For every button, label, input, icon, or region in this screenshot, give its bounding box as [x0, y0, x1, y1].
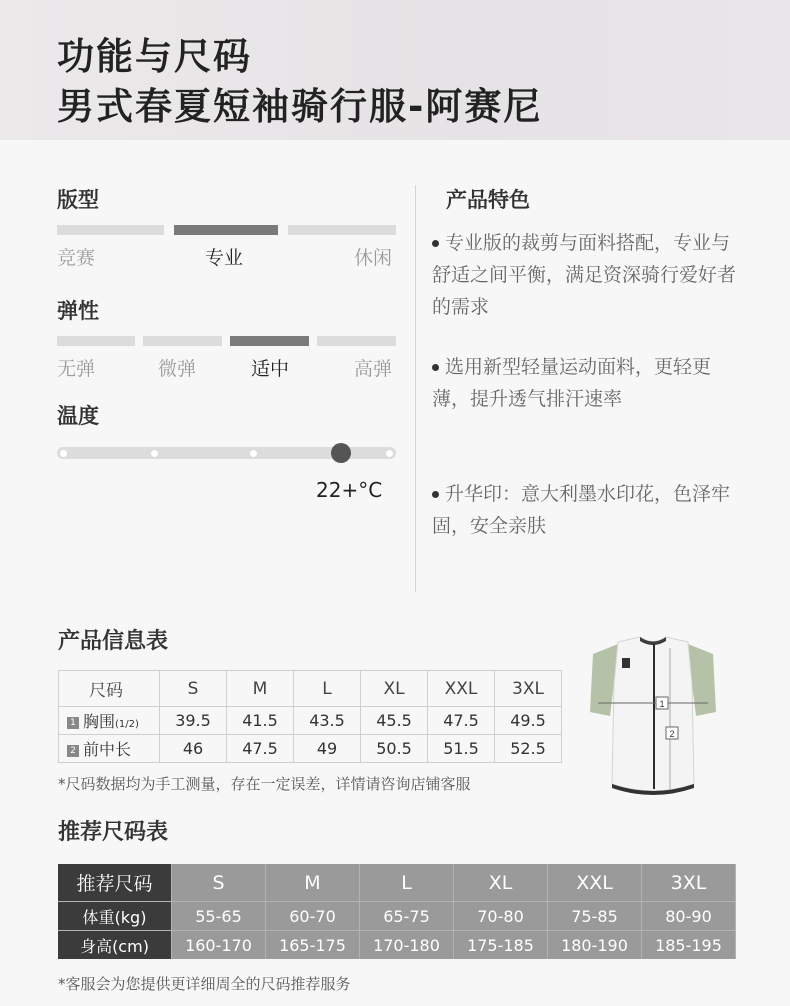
bullet-icon [432, 240, 439, 247]
info-table-heading: 产品信息表 [58, 629, 169, 654]
table-header-cell: 3XL [642, 864, 736, 902]
table-cell: 45.5 [361, 707, 428, 735]
temperature-tick [151, 450, 158, 457]
table-cell: 70-80 [454, 902, 548, 931]
product-info-table [58, 670, 562, 763]
fit-bar-3 [288, 225, 396, 235]
row-label-sub: (1/2) [115, 719, 139, 730]
table-cell: 43.5 [294, 707, 361, 735]
table-row [58, 931, 736, 960]
feature-text: 升华印：意大利墨水印花，色泽牢固，安全亲肤 [432, 483, 731, 537]
fit-heading: 版型 [57, 188, 99, 212]
table-row-label: 体重(kg) [58, 902, 172, 931]
table-cell: 39.5 [160, 707, 227, 735]
feature-text: 专业版的裁剪与面料搭配，专业与舒适之间平衡，满足资深骑行爱好者的需求 [432, 232, 737, 318]
table-cell: 49 [294, 735, 361, 763]
elasticity-option-slight: 微弹 [158, 358, 197, 380]
elasticity-option-high: 高弹 [354, 358, 393, 380]
table-header-cell: M [227, 671, 294, 707]
row-label-text: 前中长 [83, 740, 132, 759]
length-marker-label: 2 [669, 729, 675, 739]
table-header-cell: 推荐尺码 [58, 864, 172, 902]
elasticity-bar-2 [143, 336, 222, 346]
table-cell: 175-185 [454, 931, 548, 960]
recommend-size-table [58, 864, 736, 959]
table-cell: 80-90 [642, 902, 736, 931]
table-cell: 49.5 [495, 707, 562, 735]
fit-option-race: 竞赛 [57, 247, 96, 269]
table-cell: 75-85 [548, 902, 642, 931]
chest-marker-label: 1 [659, 699, 665, 709]
recommend-table-note: *客服会为您提供更详细周全的尺码推荐服务 [58, 975, 351, 993]
marker-badge: 2 [67, 745, 79, 757]
product-name: 男式春夏短袖骑行服-阿赛尼 [57, 85, 543, 128]
info-table-note: *尺码数据均为手工测量，存在一定误差，详情请咨询店铺客服 [58, 775, 471, 793]
recommend-table-heading: 推荐尺码表 [58, 820, 169, 845]
temperature-value: 22+°C [316, 478, 383, 502]
elasticity-option-medium: 适中 [251, 358, 290, 380]
table-cell: 46 [160, 735, 227, 763]
table-cell: 180-190 [548, 931, 642, 960]
table-header-cell: XL [361, 671, 428, 707]
jersey-illustration [588, 634, 718, 798]
elasticity-bar-1 [57, 336, 135, 346]
table-header-cell: 尺码 [59, 671, 160, 707]
table-row-label [59, 735, 160, 763]
table-header-cell: L [294, 671, 361, 707]
table-cell: 170-180 [360, 931, 454, 960]
features-heading: 产品特色 [446, 188, 530, 212]
temperature-tick [250, 450, 257, 457]
elasticity-bar-4 [317, 336, 396, 346]
elasticity-bar-3 [230, 336, 309, 346]
table-cell: 52.5 [495, 735, 562, 763]
bullet-icon [432, 491, 439, 498]
table-header-row [59, 671, 562, 707]
table-cell: 60-70 [266, 902, 360, 931]
table-header-cell: L [360, 864, 454, 902]
table-header-cell: M [266, 864, 360, 902]
feature-item [432, 227, 737, 323]
table-header-cell: S [172, 864, 266, 902]
table-header-cell: XXL [548, 864, 642, 902]
table-header-cell: XL [454, 864, 548, 902]
table-cell: 185-195 [642, 931, 736, 960]
elasticity-option-none: 无弹 [57, 358, 96, 380]
bullet-icon [432, 364, 439, 371]
temperature-knob [331, 443, 351, 463]
row-label-text: 胸围 [83, 712, 116, 731]
fit-bar-1 [57, 225, 164, 235]
feature-item [432, 351, 737, 415]
elasticity-heading: 弹性 [57, 299, 99, 323]
table-cell: 165-175 [266, 931, 360, 960]
table-cell: 55-65 [172, 902, 266, 931]
feature-item [432, 478, 737, 542]
column-divider [415, 185, 416, 592]
table-row [58, 902, 736, 931]
table-cell: 47.5 [227, 735, 294, 763]
brand-logo-icon [622, 658, 630, 668]
table-cell: 50.5 [361, 735, 428, 763]
table-header-cell: XXL [428, 671, 495, 707]
fit-bar-2 [174, 225, 278, 235]
table-cell: 65-75 [360, 902, 454, 931]
table-header-cell: 3XL [495, 671, 562, 707]
fit-option-casual: 休闲 [354, 247, 393, 269]
marker-badge: 1 [67, 717, 79, 729]
table-cell: 51.5 [428, 735, 495, 763]
table-header-cell: S [160, 671, 227, 707]
fit-option-pro: 专业 [205, 247, 244, 269]
table-row [59, 735, 562, 763]
temperature-tick [60, 450, 67, 457]
feature-text: 选用新型轻量运动面料，更轻更薄，提升透气排汗速率 [432, 356, 712, 410]
table-row [59, 707, 562, 735]
table-cell: 47.5 [428, 707, 495, 735]
table-header-row [58, 864, 736, 902]
temperature-tick [386, 450, 393, 457]
table-row-label: 身高(cm) [58, 931, 172, 960]
table-cell: 41.5 [227, 707, 294, 735]
table-row-label [59, 707, 160, 735]
table-cell: 160-170 [172, 931, 266, 960]
page-title: 功能与尺码 [57, 35, 252, 78]
page-header [0, 0, 790, 140]
temperature-heading: 温度 [57, 404, 99, 428]
